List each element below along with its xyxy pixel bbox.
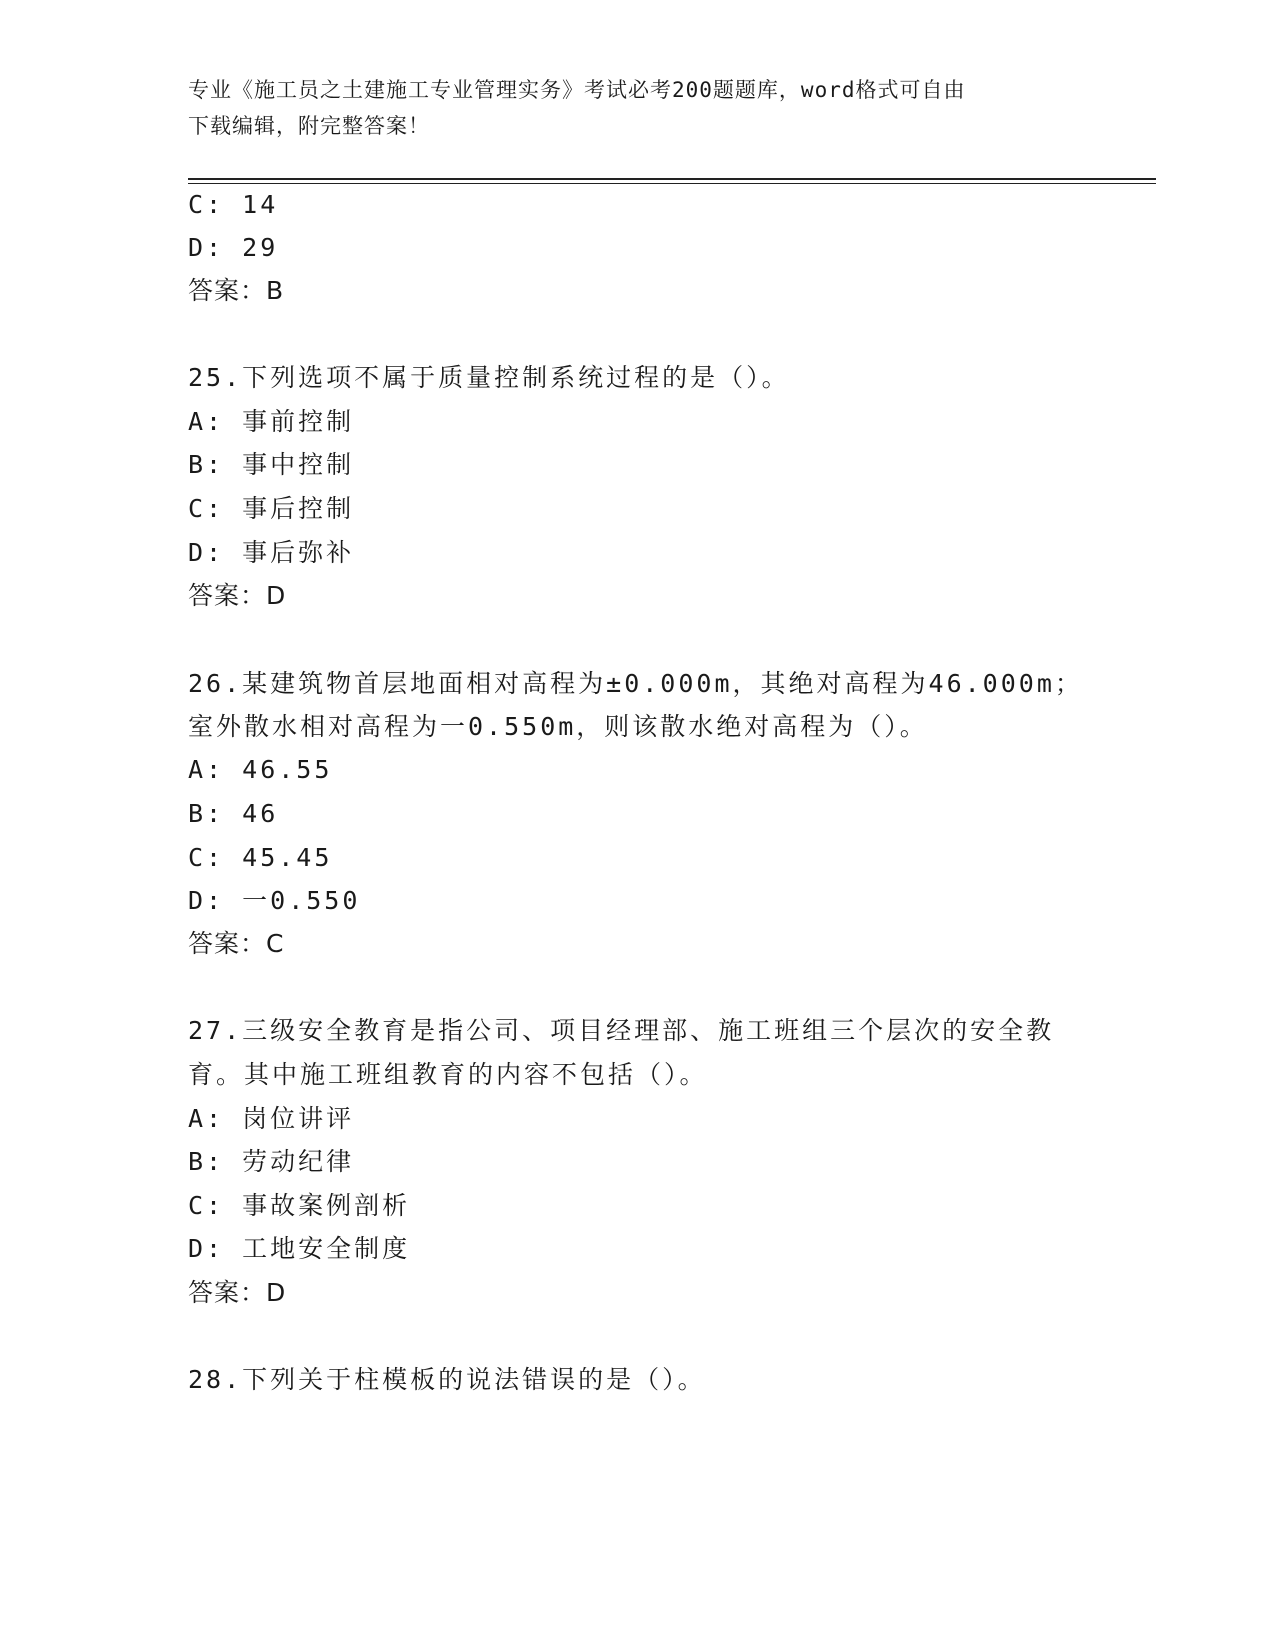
q27-stem-line-2: 育。其中施工班组教育的内容不包括（）。 xyxy=(188,1060,708,1089)
q27-option-b: B: 劳动纪律 xyxy=(188,1147,355,1176)
q27-option-d: D: 工地安全制度 xyxy=(188,1234,411,1263)
q27-stem-line-1: 27.三级安全教育是指公司、项目经理部、施工班组三个层次的安全教 xyxy=(188,1016,1055,1045)
q26-option-b: B: 46 xyxy=(188,799,279,828)
q28-stem: 28.下列关于柱模板的说法错误的是（）。 xyxy=(188,1365,706,1394)
q27-answer: 答案：D xyxy=(188,1278,287,1307)
q25-option-b: B: 事中控制 xyxy=(188,450,355,479)
q26-option-a: A: 46.55 xyxy=(188,755,333,784)
q25-answer: 答案：D xyxy=(188,581,287,610)
q26-option-d: D: 一0.550 xyxy=(188,886,361,915)
q24-option-d: D: 29 xyxy=(188,233,279,262)
q27-option-a: A: 岗位讲评 xyxy=(188,1104,355,1133)
q25-option-c: C: 事后控制 xyxy=(188,494,355,523)
q24-option-c: C: 14 xyxy=(188,190,279,219)
q25-option-d: D: 事后弥补 xyxy=(188,538,355,567)
header-line-2: 下载编辑，附完整答案！ xyxy=(188,114,430,138)
header-line-1: 专业《施工员之土建施工专业管理实务》考试必考200题题库，word格式可自由 xyxy=(188,78,966,102)
q27-option-c: C: 事故案例剖析 xyxy=(188,1191,411,1220)
q24-answer: 答案：B xyxy=(188,276,285,305)
header-divider-thick xyxy=(188,178,1156,180)
q26-stem-line-1: 26.某建筑物首层地面相对高程为±0.000m，其绝对高程为46.000m； xyxy=(188,669,1083,698)
q25-option-a: A: 事前控制 xyxy=(188,407,355,436)
q25-stem: 25.下列选项不属于质量控制系统过程的是（）。 xyxy=(188,363,790,392)
q26-answer: 答案：C xyxy=(188,929,285,958)
q26-stem-line-2: 室外散水相对高程为一0.550m，则该散水绝对高程为（）。 xyxy=(188,712,928,741)
document-header xyxy=(188,72,1088,144)
header-divider-thin xyxy=(188,183,1156,184)
q26-option-c: C: 45.45 xyxy=(188,843,333,872)
